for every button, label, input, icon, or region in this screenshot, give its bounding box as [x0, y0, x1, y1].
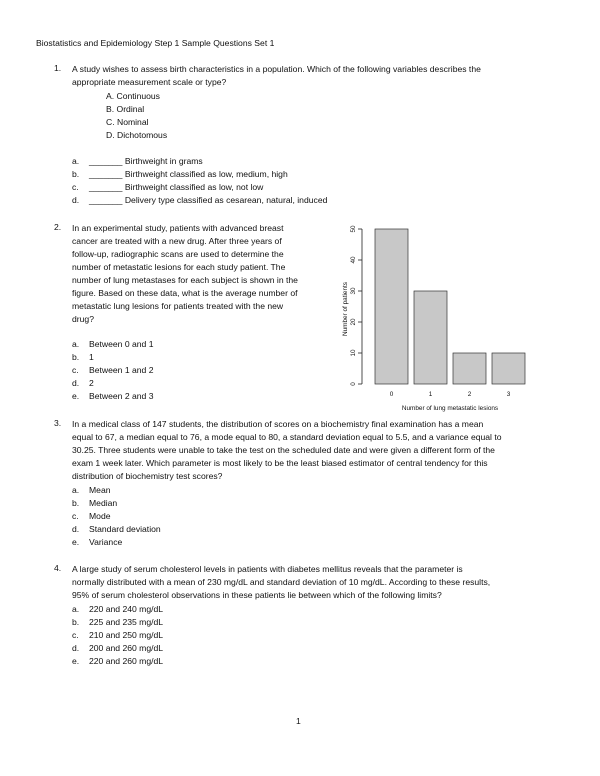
option-letter: c. — [72, 630, 79, 640]
y-axis-label: Number of patients — [342, 282, 349, 336]
question-stem-line: follow-up, radiographic scans are used to determine the — [72, 249, 284, 259]
scale-option: B. Ordinal — [106, 104, 145, 114]
option-letter: c. — [72, 365, 79, 375]
option-text: Variance — [89, 537, 123, 547]
x-tick-label: 1 — [428, 391, 433, 398]
question-stem-line: In a medical class of 147 students, the distribution of scores on a biochemistry final examination has a mean — [72, 419, 484, 429]
option-text: 210 and 250 mg/dL — [89, 630, 164, 640]
option-letter: a. — [72, 485, 80, 495]
option-letter: a. — [72, 604, 80, 614]
bar-0 — [375, 229, 408, 384]
option-text: 225 and 235 mg/dL — [89, 617, 164, 627]
option-letter: e. — [72, 391, 80, 401]
question-stem-line: 30.25. Three students were unable to take the test on the scheduled date and were given a different form of the — [72, 445, 495, 455]
option-letter: d. — [72, 378, 80, 388]
item-text: _______ Birthweight classified as low, not low — [89, 182, 264, 192]
question-stem-line: drug? — [72, 314, 94, 324]
question-stem-line: equal to 67, a median equal to 76, a mode equal to 80, a standard deviation equal to 5.5, and a variance equal to — [72, 432, 502, 442]
chart-bars — [375, 229, 525, 398]
x-tick-label: 2 — [467, 391, 472, 398]
option-letter: e. — [72, 537, 80, 547]
item-letter: d. — [72, 195, 80, 205]
option-letter: c. — [72, 511, 79, 521]
question-stem-line: 95% of serum cholesterol observations in these patients lie between which of the following limits? — [72, 590, 442, 600]
y-tick-label: 50 — [350, 225, 357, 233]
question-number: 4. — [54, 563, 62, 573]
option-text: 220 and 240 mg/dL — [89, 604, 164, 614]
question-stem-line: cancer are treated with a new drug. After three years of — [72, 236, 282, 246]
scale-option: A. Continuous — [106, 91, 160, 101]
question-number: 3. — [54, 418, 62, 428]
y-tick-label: 10 — [350, 349, 357, 357]
chart-axes — [350, 225, 362, 386]
page-number: 1 — [296, 716, 301, 726]
option-text: Standard deviation — [89, 524, 161, 534]
question-stem-line: exam 1 week later. Which parameter is most likely to be the least biased estimator of central tendency for this — [72, 458, 488, 468]
question-number: 2. — [54, 222, 62, 232]
question-stem-line: A large study of serum cholesterol levels in patients with diabetes mellitus reveals that the parameter is — [72, 564, 463, 574]
question-stem-line: appropriate measurement scale or type? — [72, 77, 227, 87]
y-tick-label: 30 — [350, 287, 357, 295]
option-text: 1 — [89, 352, 94, 362]
bar-2 — [453, 353, 486, 384]
question-stem-line: number of lung metastases for each subject is shown in the — [72, 275, 298, 285]
item-letter: a. — [72, 156, 80, 166]
option-letter: d. — [72, 524, 80, 534]
option-text: Between 2 and 3 — [89, 391, 154, 401]
item-letter: b. — [72, 169, 80, 179]
item-letter: c. — [72, 182, 79, 192]
item-text: _______ Delivery type classified as cesarean, natural, induced — [89, 195, 328, 205]
scale-option: C. Nominal — [106, 117, 149, 127]
question-stem-line: normally distributed with a mean of 230 mg/dL and standard deviation of 10 mg/dL. According to these results, — [72, 577, 491, 587]
question-number: 1. — [54, 63, 62, 73]
option-letter: e. — [72, 656, 80, 666]
option-text: Mean — [89, 485, 111, 495]
option-letter: b. — [72, 498, 80, 508]
bar-chart — [335, 218, 550, 418]
question-stem-line: figure. Based on these data, what is the average number of — [72, 288, 298, 298]
option-text: 220 and 260 mg/dL — [89, 656, 164, 666]
x-tick-label: 3 — [506, 391, 511, 398]
page-header: Biostatistics and Epidemiology Step 1 Sample Questions Set 1 — [36, 38, 275, 48]
option-text: 2 — [89, 378, 94, 388]
y-tick-label: 0 — [350, 382, 357, 386]
question-stem-line: number of metastatic lesions for each study patient. The — [72, 262, 286, 272]
y-tick-label: 40 — [350, 256, 357, 264]
question-stem-line: A study wishes to assess birth characteristics in a population. Which of the following variables describes the — [72, 64, 481, 74]
option-letter: a. — [72, 339, 80, 349]
question-stem-line: metastatic lung lesions for patients treated with the new — [72, 301, 284, 311]
option-text: Between 0 and 1 — [89, 339, 154, 349]
bar-3 — [492, 353, 525, 384]
x-axis-label: Number of lung metastatic lesions — [401, 405, 499, 412]
option-text: 200 and 260 mg/dL — [89, 643, 164, 653]
y-tick-label: 20 — [350, 318, 357, 326]
option-text: Between 1 and 2 — [89, 365, 154, 375]
question-stem-line: distribution of biochemistry test scores? — [72, 471, 223, 481]
option-letter: b. — [72, 352, 80, 362]
item-text: _______ Birthweight classified as low, medium, high — [89, 169, 288, 179]
x-tick-label: 0 — [389, 391, 394, 398]
bar-1 — [414, 291, 447, 384]
option-text: Mode — [89, 511, 111, 521]
question-stem-line: In an experimental study, patients with advanced breast — [72, 223, 284, 233]
option-letter: d. — [72, 643, 80, 653]
scale-option: D. Dichotomous — [106, 130, 168, 140]
option-text: Median — [89, 498, 118, 508]
item-text: _______ Birthweight in grams — [89, 156, 203, 166]
option-letter: b. — [72, 617, 80, 627]
